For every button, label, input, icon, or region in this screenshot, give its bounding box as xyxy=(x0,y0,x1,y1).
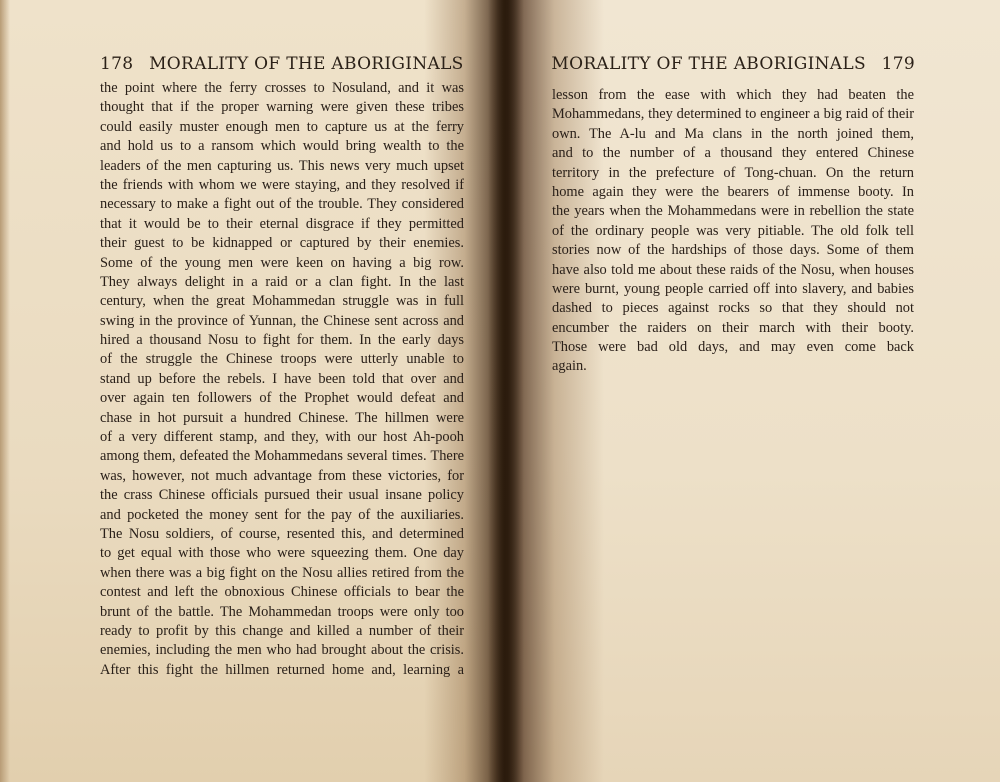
text-line: to get equal with those who were squeezing them. One day xyxy=(100,545,464,562)
text-line: that it would be to their eternal disgrace if they permitted xyxy=(100,215,464,232)
text-line: and to the number of a thousand they entered Chinese xyxy=(552,145,914,162)
text-line: After this fight the hillmen returned home and, learning a xyxy=(100,661,464,678)
right-running-head-title: MORALITY OF THE ABORIGINALS xyxy=(551,54,866,74)
page-edge xyxy=(0,0,10,782)
text-line: have also told me about these raids of the Nosu, when houses xyxy=(552,261,914,278)
text-line: lesson from the ease with which they had beaten the xyxy=(552,87,914,103)
text-line: dashed to pieces against rocks so that they should not xyxy=(552,300,914,317)
text-line: ready to profit by this change and killed a number of their xyxy=(100,622,464,639)
text-line: stories now of the hardships of those days. Some of them xyxy=(552,242,914,259)
left-page-text xyxy=(100,79,464,680)
text-line: Those were bad old days, and may even come back xyxy=(552,339,914,356)
text-line: the point where the ferry crosses to Nosuland, and it was xyxy=(100,80,464,96)
right-page xyxy=(505,0,1000,782)
text-line: stand up before the rebels. I have been told that over and xyxy=(100,370,464,387)
text-line: when there was a big fight on the Nosu allies retired from the xyxy=(100,564,464,581)
text-line: their guest to be kidnapped or captured by their enemies. xyxy=(100,235,464,252)
text-line: and hold us to a ransom which would bring wealth to the xyxy=(100,138,464,155)
text-line: was, however, not much advantage from these victories, for xyxy=(100,467,464,484)
text-line: and pocketed the money sent for the pay of the auxiliaries. xyxy=(100,506,464,523)
text-line: necessary to make a fight out of the trouble. They considered xyxy=(100,196,464,213)
text-line: swing in the province of Yunnan, the Chinese sent across and xyxy=(100,312,464,329)
text-line: could easily muster enough men to capture us at the ferry xyxy=(100,118,464,135)
text-line: thought that if the proper warning were given these tribes xyxy=(100,99,464,116)
text-line: of a very different stamp, and they, with our host Ah-pooh xyxy=(100,429,464,446)
text-line: enemies, including the men who had brought about the crisis. xyxy=(100,642,464,659)
left-running-head-title: MORALITY OF THE ABORIGINALS xyxy=(149,54,464,74)
left-page-number: 178 xyxy=(100,54,134,74)
text-line: the years when the Mohammedans were in rebellion the state xyxy=(552,203,914,220)
text-line: among them, defeated the Mohammedans several times. There xyxy=(100,448,464,465)
text-line: Mohammedans, they determined to engineer a big raid of their xyxy=(552,106,914,123)
text-line: of the ordinary people was very pitiable. The old folk tell xyxy=(552,222,914,239)
text-line: of the struggle the Chinese troops were utterly unable to xyxy=(100,351,464,368)
text-line: the friends with whom we were staying, and they resolved if xyxy=(100,176,464,193)
text-line: the crass Chinese officials pursued their usual insane policy xyxy=(100,487,464,504)
text-line: century, when the great Mohammedan struggle was in full xyxy=(100,293,464,310)
text-line: contest and left the obnoxious Chinese officials to bear the xyxy=(100,584,464,601)
text-line: The Nosu soldiers, of course, resented this, and determined xyxy=(100,525,464,542)
right-page-text xyxy=(552,86,914,377)
text-line: encumber the raiders on their march with their booty. xyxy=(552,319,914,336)
text-line: chase in hot pursuit a hundred Chinese. The hillmen were xyxy=(100,409,464,426)
left-running-head xyxy=(100,54,470,74)
text-line: They always delight in a raid or a clan fight. In the last xyxy=(100,273,464,290)
text-line: territory in the prefecture of Tong-chuan. On the return xyxy=(552,164,914,181)
right-running-head xyxy=(551,54,915,74)
text-line: were burnt, young people carried off into slavery, and babies xyxy=(552,280,914,297)
text-line: own. The A-lu and Ma clans in the north joined them, xyxy=(552,125,914,142)
text-line: leaders of the men capturing us. This news very much upset xyxy=(100,157,464,174)
text-line: again. xyxy=(552,358,587,375)
text-line: hired a thousand Nosu to fight for them. In the early days xyxy=(100,332,464,349)
text-line: over again ten followers of the Prophet would defeat and xyxy=(100,390,464,407)
text-line: brunt of the battle. The Mohammedan troops were only too xyxy=(100,603,464,620)
right-page-number: 179 xyxy=(881,54,915,74)
text-line: Some of the young men were keen on having a big row. xyxy=(100,254,464,271)
text-line: home again they were the bearers of immense booty. In xyxy=(552,183,914,200)
